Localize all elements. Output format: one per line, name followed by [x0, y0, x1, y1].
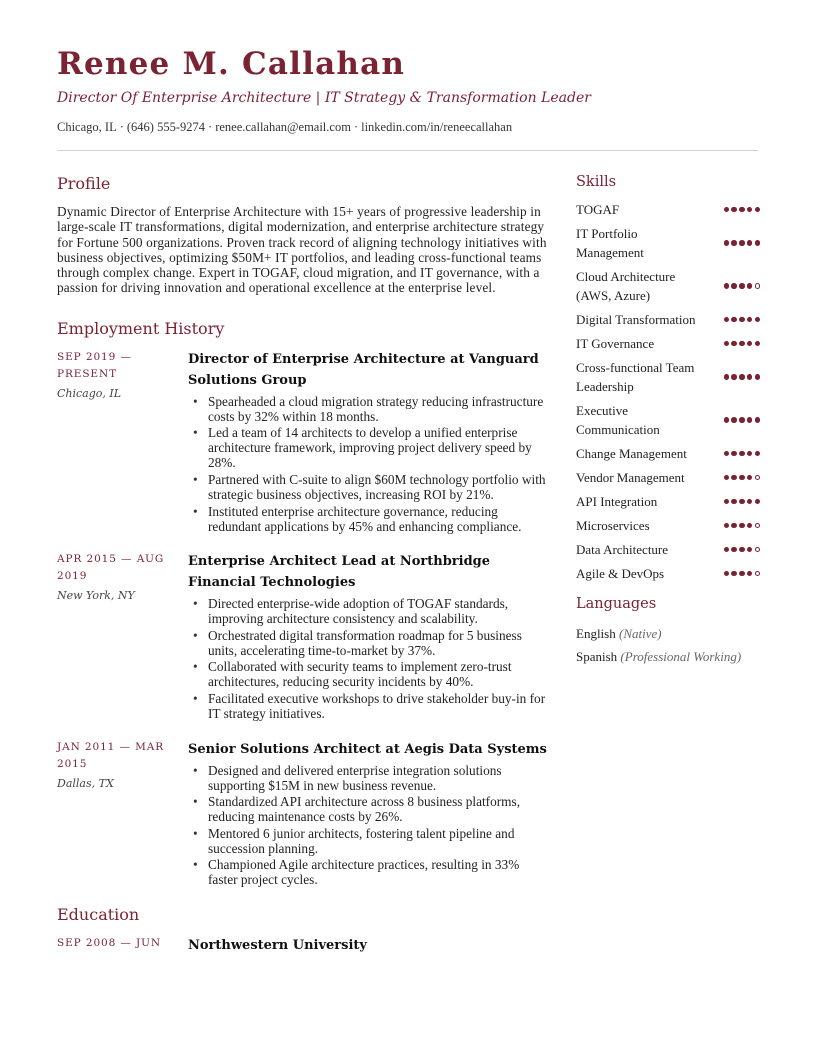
skill-item: [576, 540, 760, 559]
skills-section: [576, 174, 760, 583]
skill-rating: [724, 283, 760, 289]
skill-rating: [724, 451, 760, 457]
job-location: Chicago, IL: [57, 386, 122, 400]
profile-section: [57, 174, 547, 296]
rating-dot-filled: [739, 547, 745, 553]
rating-dot-empty: [755, 475, 761, 481]
job-body: [188, 349, 547, 535]
skill-rating: [724, 374, 760, 380]
job-bullet: • Spearheaded a cloud migration strategy reducing infrastructure costs by 32% within 18 months.: [188, 394, 547, 424]
rating-dot-filled: [747, 374, 753, 380]
job-entry: [57, 349, 547, 535]
header-divider: [57, 150, 758, 151]
skill-name: Executive Communication: [576, 403, 660, 437]
rating-dot-filled: [755, 341, 761, 347]
education-body: [188, 935, 547, 959]
rating-dot-filled: [724, 283, 730, 289]
education-heading: Education: [57, 904, 140, 924]
skill-item: [576, 492, 760, 511]
skill-rating: [724, 523, 760, 529]
education-section: [57, 905, 547, 959]
rating-dot-filled: [747, 451, 753, 457]
job-bullets: [188, 596, 547, 721]
education-entry: [57, 935, 547, 959]
skill-name: TOGAF: [576, 202, 620, 217]
skills-heading: Skills: [576, 174, 617, 190]
rating-dot-filled: [724, 523, 730, 529]
job-title: Director of Enterprise Architecture at Vanguard Solutions Group: [188, 351, 539, 388]
rating-dot-filled: [747, 571, 753, 577]
job-entry: [57, 739, 547, 889]
rating-dot-filled: [731, 317, 737, 323]
rating-dot-filled: [755, 240, 761, 246]
rating-dot-filled: [747, 207, 753, 213]
rating-dot-filled: [747, 475, 753, 481]
language-item: [576, 645, 760, 668]
job-bullet: • Facilitated executive workshops to drive stakeholder buy-in for IT strategy initiatives.: [188, 691, 547, 721]
rating-dot-filled: [739, 374, 745, 380]
job-bullets: [188, 763, 547, 888]
job-dates: APR 2015 — AUG 2019: [57, 553, 165, 583]
rating-dot-filled: [747, 499, 753, 505]
job-location: Dallas, TX: [57, 776, 114, 790]
rating-dot-filled: [731, 417, 737, 423]
rating-dot-filled: [731, 499, 737, 505]
education-school: Northwestern University: [188, 937, 367, 953]
rating-dot-filled: [724, 571, 730, 577]
job-dates: JAN 2011 — MAR 2015: [57, 740, 165, 770]
skill-rating: [724, 417, 760, 423]
rating-dot-empty: [755, 523, 761, 529]
skill-name: API Integration: [576, 494, 658, 509]
language-item: [576, 622, 760, 645]
main-column: [57, 174, 547, 959]
skill-rating: [724, 571, 760, 577]
job-bullet: • Led a team of 14 architects to develop a unified enterprise architecture framework, improving project delivery speed by 28%.: [188, 425, 547, 470]
job-bullet: • Designed and delivered enterprise integration solutions supporting $15M in new business revenue.: [188, 763, 547, 793]
skill-item: [576, 516, 760, 535]
rating-dot-filled: [739, 207, 745, 213]
rating-dot-filled: [724, 499, 730, 505]
rating-dot-filled: [739, 417, 745, 423]
skill-name: Digital Transformation: [576, 312, 696, 327]
skill-name: Cross-functional Team Leadership: [576, 360, 695, 394]
rating-dot-filled: [739, 475, 745, 481]
skill-item: [576, 444, 760, 463]
sidebar-column: [576, 174, 760, 668]
employment-heading: Employment History: [57, 318, 225, 338]
skill-name: IT Portfolio Management: [576, 226, 644, 260]
job-title: Enterprise Architect Lead at Northbridge Financial Technologies: [188, 554, 491, 591]
rating-dot-filled: [724, 240, 730, 246]
rating-dot-filled: [724, 317, 730, 323]
employment-section: [57, 319, 547, 889]
job-list: [57, 349, 547, 889]
rating-dot-empty: [755, 547, 761, 553]
contact-phone: (646) 555-9274: [126, 120, 206, 134]
rating-dot-filled: [731, 523, 737, 529]
job-bullets: [188, 394, 547, 534]
rating-dot-empty: [755, 283, 761, 289]
job-bullet: • Orchestrated digital transformation roadmap for 5 business units, accelerating time-to-market by 37%.: [188, 628, 547, 658]
skills-list: [576, 200, 760, 583]
rating-dot-filled: [731, 547, 737, 553]
contact-line: [57, 120, 512, 135]
skill-item: [576, 310, 760, 329]
contact-location: Chicago, IL: [57, 120, 117, 134]
rating-dot-filled: [731, 571, 737, 577]
skill-item: [576, 401, 760, 439]
skill-name: IT Governance: [576, 336, 655, 351]
skill-rating: [724, 207, 760, 213]
rating-dot-filled: [739, 283, 745, 289]
skill-rating: [724, 475, 760, 481]
job-bullet: • Partnered with C-suite to align $60M technology portfolio with strategic business objectives, increasing ROI by 21%.: [188, 472, 547, 502]
job-bullet: • Standardized API architecture across 8 business platforms, reducing maintenance costs by 26%.: [188, 794, 547, 824]
rating-dot-filled: [724, 374, 730, 380]
job-meta: [57, 739, 188, 889]
education-dates: SEP 2008 — JUN: [57, 936, 162, 949]
rating-dot-filled: [724, 547, 730, 553]
rating-dot-filled: [747, 283, 753, 289]
rating-dot-filled: [747, 317, 753, 323]
language-level: (Native): [618, 626, 662, 641]
candidate-headline: Director Of Enterprise Architecture | IT Strategy & Transformation Leader: [57, 90, 591, 106]
skill-rating: [724, 317, 760, 323]
contact-separator: ·: [208, 120, 213, 134]
rating-dot-filled: [724, 417, 730, 423]
skill-item: [576, 224, 760, 262]
rating-dot-filled: [724, 341, 730, 347]
rating-dot-filled: [747, 240, 753, 246]
rating-dot-filled: [747, 547, 753, 553]
job-body: [188, 551, 547, 722]
rating-dot-filled: [731, 374, 737, 380]
rating-dot-filled: [731, 283, 737, 289]
rating-dot-empty: [755, 571, 761, 577]
contact-separator: ·: [119, 120, 124, 134]
skill-rating: [724, 240, 760, 246]
language-level: (Professional Working): [620, 649, 742, 664]
rating-dot-filled: [755, 499, 761, 505]
job-title: Senior Solutions Architect at Aegis Data Systems: [188, 741, 547, 757]
rating-dot-filled: [755, 451, 761, 457]
job-bullet: • Directed enterprise-wide adoption of TOGAF standards, improving architecture consistency and scalability.: [188, 596, 547, 626]
language-name: English: [576, 626, 616, 641]
contact-separator: ·: [353, 120, 359, 134]
rating-dot-filled: [731, 451, 737, 457]
rating-dot-filled: [747, 417, 753, 423]
rating-dot-filled: [731, 341, 737, 347]
skill-item: [576, 200, 760, 219]
job-meta: [57, 349, 188, 535]
rating-dot-filled: [731, 207, 737, 213]
job-bullet: • Collaborated with security teams to implement zero-trust architectures, reducing security incidents by 40%.: [188, 659, 547, 689]
rating-dot-filled: [724, 475, 730, 481]
skill-rating: [724, 547, 760, 553]
rating-dot-filled: [755, 317, 761, 323]
rating-dot-filled: [724, 207, 730, 213]
rating-dot-filled: [739, 523, 745, 529]
skill-item: [576, 358, 760, 396]
skill-name: Microservices: [576, 518, 650, 533]
contact-linkedin[interactable]: linkedin.com/in/reneecallahan: [361, 120, 513, 134]
rating-dot-filled: [739, 317, 745, 323]
candidate-name: Renee M. Callahan: [57, 46, 406, 82]
skill-name: Change Management: [576, 446, 687, 461]
rating-dot-filled: [755, 207, 761, 213]
skill-item: [576, 564, 760, 583]
skill-rating: [724, 341, 760, 347]
rating-dot-filled: [731, 240, 737, 246]
rating-dot-filled: [724, 451, 730, 457]
rating-dot-filled: [739, 499, 745, 505]
languages-heading: Languages: [576, 596, 657, 612]
job-meta: [57, 551, 188, 722]
job-body: [188, 739, 547, 889]
education-meta: [57, 935, 188, 959]
skill-name: Data Architecture: [576, 542, 669, 557]
rating-dot-filled: [739, 240, 745, 246]
contact-email[interactable]: renee.callahan@email.com: [215, 120, 351, 134]
job-location: New York, NY: [57, 589, 135, 603]
profile-heading: Profile: [57, 174, 111, 193]
profile-summary: Dynamic Director of Enterprise Architecture with 15+ years of progressive leadership in large-scale IT transformations, digital modernization, and enterprise architecture strategy for Fortune 500 organizations. Proven track record of aligning technology initiatives with business objectives, optimizing $50M+ IT portfolios, and leading cross-functional teams through complex change. Expert in TOGAF, cloud migration, and IT governance, with a passion for driving innovation and operational excellence at the enterprise level.: [57, 204, 547, 296]
job-bullet: • Mentored 6 junior architects, fostering talent pipeline and succession planning.: [188, 826, 547, 856]
job-dates: SEP 2019 — PRESENT: [57, 350, 132, 380]
skill-name: Cloud Architecture (AWS, Azure): [576, 269, 676, 303]
job-bullet: • Championed Agile architecture practices, resulting in 33% faster project cycles.: [188, 857, 547, 887]
rating-dot-filled: [755, 374, 761, 380]
skill-name: Agile & DevOps: [576, 566, 665, 581]
skill-item: [576, 468, 760, 487]
rating-dot-filled: [739, 571, 745, 577]
rating-dot-filled: [739, 341, 745, 347]
languages-section: [576, 596, 760, 668]
skill-item: [576, 267, 760, 305]
skill-item: [576, 334, 760, 353]
rating-dot-filled: [739, 451, 745, 457]
rating-dot-filled: [747, 523, 753, 529]
rating-dot-filled: [755, 417, 761, 423]
skill-rating: [724, 499, 760, 505]
language-name: Spanish: [576, 649, 618, 664]
job-entry: [57, 551, 547, 722]
rating-dot-filled: [747, 341, 753, 347]
job-bullet: • Instituted enterprise architecture governance, reducing redundant applications by 45% and enhancing compliance.: [188, 504, 547, 534]
languages-list: [576, 622, 760, 668]
rating-dot-filled: [731, 475, 737, 481]
skill-name: Vendor Management: [576, 470, 685, 485]
